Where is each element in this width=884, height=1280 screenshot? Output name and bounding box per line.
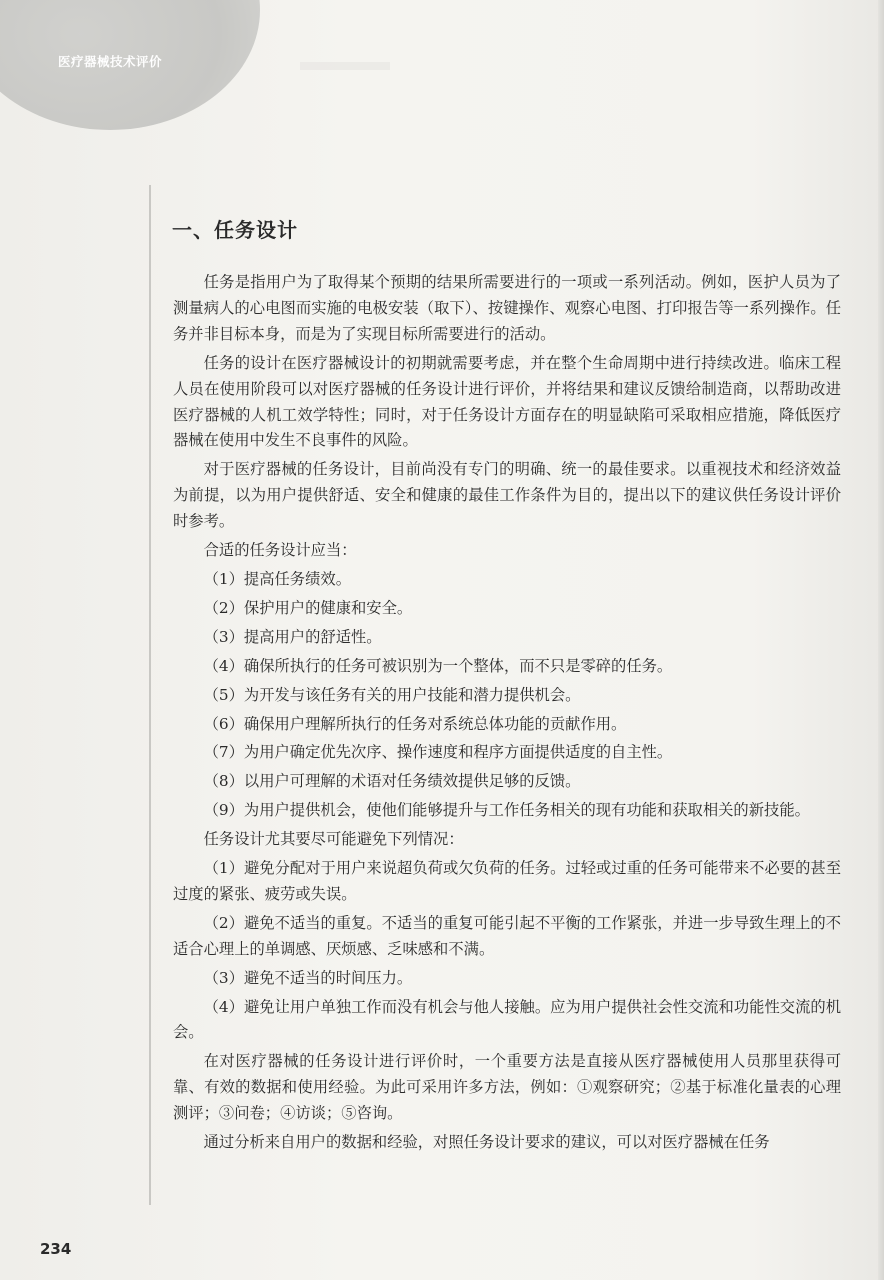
- paragraph: 任务设计尤其要尽可能避免下列情况：: [203, 830, 464, 849]
- list-item: （4）避免让用户单独工作而没有机会与他人接触。应为用户提供社会性交流和功能性交流的机会。: [173, 997, 841, 1042]
- paragraph: 合适的任务设计应当：: [203, 541, 357, 560]
- list-item: （1）避免分配对于用户来说超负荷或欠负荷的任务。过轻或过重的任务可能带来不必要的甚至过度的紧张、疲劳或失误。: [173, 859, 841, 903]
- left-margin-rule: [149, 185, 151, 1205]
- list-item: （3）避免不适当的时间压力。: [203, 968, 413, 987]
- body-text: [173, 270, 841, 1156]
- paragraph: 在对医疗器械的任务设计进行评价时，一个重要方法是直接从医疗器械使用人员那里获得可靠、有效的数据和使用经验。为此可采用许多方法，例如：①观察研究；②基于标准化量表的心理测评；③问卷；④访谈；⑤咨询。: [173, 1052, 841, 1123]
- page-number: 234: [40, 1240, 72, 1258]
- list-item: （7）为用户确定优先次序、操作速度和程序方面提供适度的自主性。: [203, 743, 673, 762]
- list-item: （9）为用户提供机会，使他们能够提升与工作任务相关的现有功能和获取相关的新技能。: [203, 801, 810, 820]
- list-item: （4）确保所执行的任务可被识别为一个整体，而不只是零碎的任务。: [203, 656, 673, 675]
- paragraph: 任务是指用户为了取得某个预期的结果所需要进行的一项或一系列活动。例如，医护人员为了测量病人的心电图而实施的电极安装（取下）、按键操作、观察心电图、打印报告等一系列操作。任务并非目标本身，而是为了实现目标所需要进行的活动。: [173, 273, 841, 343]
- list-item: （2）避免不适当的重复。不适当的重复可能引起不平衡的工作紧张，并进一步导致生理上的不适合心理上的单调感、厌烦感、乏味感和不满。: [173, 913, 841, 958]
- list-item: （6）确保用户理解所执行的任务对系统总体功能的贡献作用。: [203, 714, 627, 733]
- show-through-mark: [300, 62, 390, 70]
- list-item: （1）提高任务绩效。: [203, 569, 351, 588]
- list-item: （2）保护用户的健康和安全。: [203, 598, 413, 617]
- list-item: （3）提高用户的舒适性。: [203, 627, 382, 646]
- paragraph: 任务的设计在医疗器械设计的初期就需要考虑，并在整个生命周期中进行持续改进。临床工程人员在使用阶段可以对医疗器械的任务设计进行评价，并将结果和建议反馈给制造商，以帮助改进医疗器械的人机工效学特性；同时，对于任务设计方面存在的明显缺陷可采取相应措施，降低医疗器械在使用中发生不良事件的风险。: [173, 353, 841, 450]
- page-spine-shadow: [878, 0, 884, 1280]
- paragraph: 通过分析来自用户的数据和经验，对照任务设计要求的建议，可以对医疗器械在任务: [203, 1133, 770, 1152]
- list-item: （5）为开发与该任务有关的用户技能和潜力提供机会。: [203, 685, 581, 704]
- running-title: 医疗器械技术评价: [58, 54, 163, 69]
- paragraph: 对于医疗器械的任务设计，目前尚没有专门的明确、统一的最佳要求。以重视技术和经济效益为前提，以为用户提供舒适、安全和健康的最佳工作条件为目的，提出以下的建议供任务设计评价时参考。: [173, 460, 841, 531]
- list-item: （8）以用户可理解的术语对任务绩效提供足够的反馈。: [203, 772, 581, 791]
- section-heading: 一、任务设计: [172, 218, 298, 242]
